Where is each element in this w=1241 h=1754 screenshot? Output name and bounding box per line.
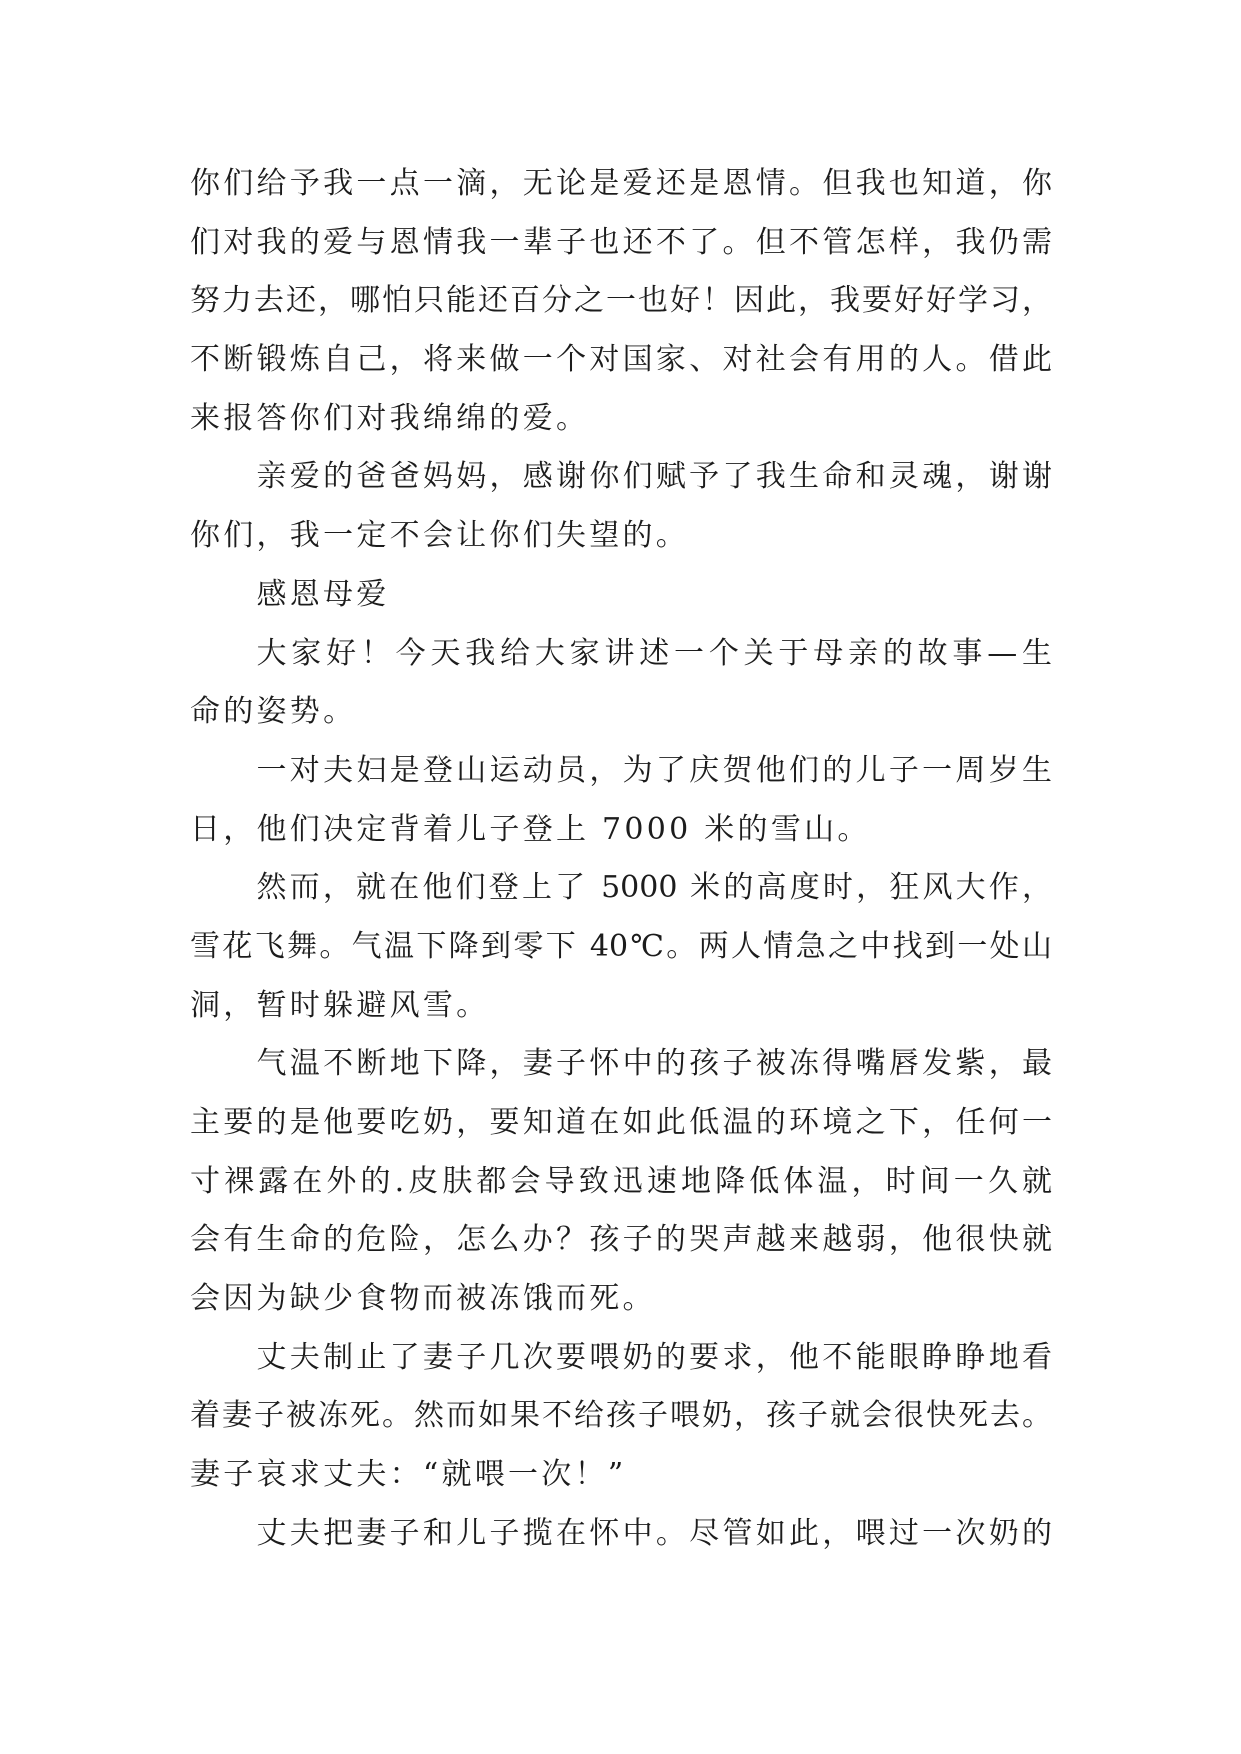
text-line: 寸裸露在外的.皮肤都会导致迅速地降低体温，时间一久就 [190, 1163, 1052, 1199]
text-line: 气温不断地下降，妻子怀中的孩子被冻得嘴唇发紫，最 [256, 1046, 1052, 1082]
paragraph [190, 1035, 1052, 1328]
text-line: 会有生命的危险，怎么办？孩子的哭声越来越弱，他很快就 [190, 1222, 1052, 1258]
paragraph [190, 742, 1052, 859]
paragraph [190, 625, 1052, 742]
text-line: 然而，就在他们登上了 5000 米的高度时，狂风大作， [256, 870, 1052, 906]
paragraph [190, 448, 1052, 565]
section-heading [190, 566, 1052, 625]
text-line: 丈夫制止了妻子几次要喂奶的要求，他不能眼睁睁地看 [256, 1339, 1052, 1375]
text-line: 来报答你们对我绵绵的爱。 [190, 400, 590, 436]
text-line: 努力去还，哪怕只能还百分之一也好！因此，我要好好学习， [190, 283, 1052, 319]
text-line: 会因为缺少食物而被冻饿而死。 [190, 1281, 656, 1317]
text-line: 洞，暂时躲避风雪。 [190, 987, 490, 1023]
text-line: 你们给予我一点一滴，无论是爱还是恩情。但我也知道，你 [190, 166, 1052, 201]
text-line: 日，他们决定背着儿子登上 7000 米的雪山。 [190, 811, 871, 847]
paragraph [190, 859, 1052, 1035]
document-body [190, 155, 1052, 1564]
text-line: 亲爱的爸爸妈妈，感谢你们赋予了我生命和灵魂，谢谢 [256, 459, 1052, 495]
text-line: 一对夫妇是登山运动员，为了庆贺他们的儿子一周岁生 [256, 752, 1052, 788]
paragraph [190, 1329, 1052, 1505]
text-line: 们对我的爱与恩情我一辈子也还不了。但不管怎样，我仍需 [190, 224, 1052, 260]
text-line: 丈夫把妻子和儿子揽在怀中。尽管如此，喂过一次奶的 [256, 1515, 1052, 1551]
text-line: 大家好！今天我给大家讲述一个关于母亲的故事—生 [256, 635, 1052, 671]
section-heading-text: 感恩母爱 [256, 576, 390, 612]
text-line: 不断锻炼自己，将来做一个对国家、对社会有用的人。借此 [190, 342, 1052, 378]
text-line: 你们，我一定不会让你们失望的。 [190, 518, 690, 554]
paragraph [190, 155, 1052, 448]
text-line: 命的姿势。 [190, 694, 357, 730]
text-line: 着妻子被冻死。然而如果不给孩子喂奶，孩子就会很快死去。 [190, 1398, 1052, 1434]
text-line: 妻子哀求丈夫：“就喂一次！” [190, 1457, 627, 1493]
text-line: 雪花飞舞。气温下降到零下 40℃。两人情急之中找到一处山 [190, 928, 1052, 964]
text-line: 主要的是他要吃奶，要知道在如此低温的环境之下，任何一 [190, 1105, 1052, 1140]
paragraph [190, 1505, 1052, 1564]
